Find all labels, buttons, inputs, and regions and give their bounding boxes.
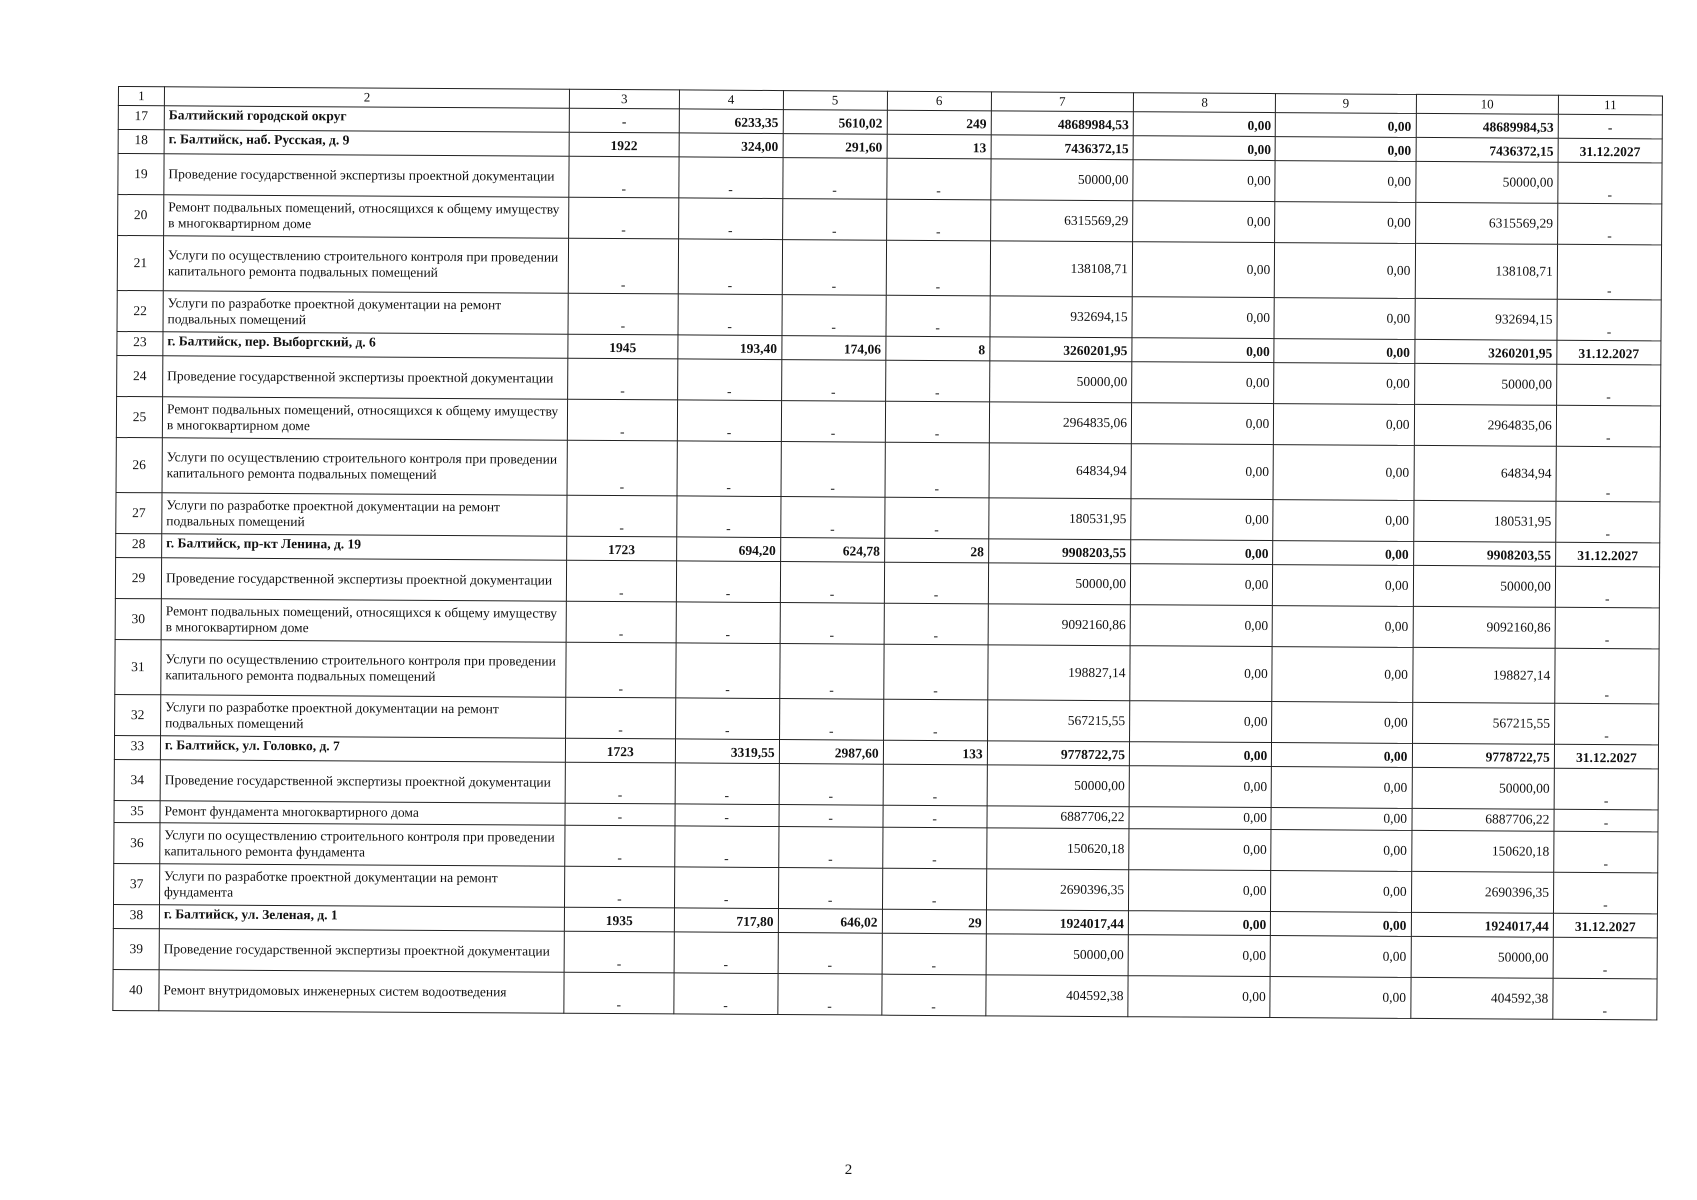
col-5-value: 291,60	[783, 134, 887, 159]
row-number: 35	[114, 800, 160, 822]
col-7-value: 50000,00	[986, 934, 1129, 976]
col-8-value: 0,00	[1128, 911, 1270, 936]
col-11-value: -	[1557, 244, 1661, 300]
col-10-value: 50000,00	[1413, 565, 1556, 607]
col-11-value: -	[1558, 162, 1662, 204]
col-8-value: 0,00	[1132, 362, 1275, 404]
col-6-value: -	[882, 974, 986, 1016]
col-10-value: 9778722,75	[1412, 743, 1554, 768]
col-6-value: -	[883, 805, 987, 828]
col-11-value: 31.12.2027	[1553, 913, 1657, 938]
col-5-value: -	[779, 805, 883, 828]
col-8-value: 0,00	[1129, 766, 1272, 808]
col-8-value: 0,00	[1130, 605, 1273, 647]
col-4-value: -	[678, 198, 782, 240]
col-8-value: 0,00	[1131, 540, 1273, 565]
col-3-value: 1922	[569, 132, 679, 157]
col-4-value: -	[675, 643, 779, 699]
col-8-value: 0,00	[1132, 242, 1275, 298]
col-3-value: -	[568, 293, 678, 335]
col-5-value: 2987,60	[779, 740, 883, 765]
col-4-value: 193,40	[677, 335, 781, 360]
col-4-value: -	[674, 826, 778, 868]
col-9-value: 0,00	[1271, 912, 1411, 937]
col-10-value: 3260201,95	[1414, 339, 1556, 364]
col-4-value: -	[675, 804, 779, 827]
col-5-value: -	[780, 497, 884, 539]
col-7-value: 64834,94	[989, 443, 1132, 499]
col-9-value: 0,00	[1273, 500, 1413, 542]
col-4-value: -	[676, 496, 780, 538]
col-3-value: -	[567, 495, 677, 537]
col-7-value: 50000,00	[989, 361, 1132, 403]
column-header: 7	[991, 92, 1133, 112]
col-4-value: -	[676, 561, 780, 603]
col-9-value: 0,00	[1275, 137, 1415, 162]
col-3-value: 1723	[567, 536, 677, 561]
col-11-value: 31.12.2027	[1557, 340, 1661, 365]
col-5-value: 5610,02	[783, 110, 887, 135]
column-header: 4	[679, 90, 783, 110]
row-number: 29	[115, 557, 161, 598]
col-8-value: 0,00	[1129, 829, 1272, 871]
col-3-value: -	[568, 238, 678, 294]
col-4-value: -	[677, 441, 781, 497]
col-3-value: -	[566, 601, 676, 643]
col-9-value: 0,00	[1276, 113, 1416, 138]
col-8-value: 0,00	[1128, 976, 1271, 1018]
col-9-value: 0,00	[1272, 647, 1412, 703]
row-number: 26	[116, 437, 162, 492]
col-3-value: -	[565, 866, 675, 908]
item-name: Ремонт подвальных помещений, относящихся к общему имуществу в многоквартирном доме	[164, 195, 569, 238]
row-number: 24	[117, 355, 163, 396]
col-7-value: 3260201,95	[990, 337, 1132, 362]
col-6-value: -	[884, 562, 988, 604]
col-4-value: 324,00	[679, 133, 783, 158]
col-10-value: 50000,00	[1414, 363, 1557, 405]
col-11-value: -	[1556, 446, 1660, 502]
col-11-value: 31.12.2027	[1554, 744, 1658, 769]
col-10-value: 1924017,44	[1411, 912, 1553, 937]
col-8-value: 0,00	[1131, 499, 1274, 541]
col-6-value: 8	[886, 336, 990, 361]
item-name: Услуги по разработке проектной документации на ремонт подвальных помещений	[161, 695, 566, 738]
col-6-value: -	[883, 764, 987, 806]
col-11-value: -	[1553, 937, 1657, 979]
col-9-value: 0,00	[1273, 565, 1413, 607]
col-6-value: -	[882, 827, 986, 869]
item-name: г. Балтийск, ул. Головко, д. 7	[160, 736, 565, 762]
col-10-value: 180531,95	[1413, 500, 1556, 542]
col-6-value: -	[885, 360, 989, 402]
col-11-value: -	[1556, 364, 1660, 406]
col-6-value: -	[886, 240, 990, 296]
col-8-value: 0,00	[1130, 564, 1273, 606]
col-8-value: 0,00	[1129, 870, 1272, 912]
document-sheet	[112, 86, 1663, 1020]
row-number: 25	[116, 396, 162, 437]
col-3-value: -	[566, 642, 676, 698]
col-3-value: -	[565, 825, 675, 867]
col-5-value: -	[782, 295, 886, 337]
item-name: Проведение государственной экспертизы проектной документации	[160, 760, 565, 803]
col-3-value: -	[569, 197, 679, 239]
col-4-value: -	[675, 763, 779, 805]
item-name: Ремонт подвальных помещений, относящихся к общему имуществу в многоквартирном доме	[162, 397, 567, 440]
col-5-value: -	[782, 158, 886, 200]
item-name: Услуги по разработке проектной документации на ремонт фундамента	[159, 864, 564, 907]
col-7-value: 50000,00	[991, 159, 1134, 201]
row-number: 28	[116, 533, 162, 557]
col-4-value: -	[673, 973, 777, 1015]
col-11-value: -	[1553, 978, 1657, 1020]
table-row	[115, 639, 1659, 703]
col-6-value: -	[886, 199, 990, 241]
col-6-value: 29	[882, 909, 986, 934]
col-11-value: -	[1557, 299, 1661, 341]
col-7-value: 48689984,53	[991, 111, 1133, 136]
column-header: 3	[570, 89, 680, 109]
item-name: Ремонт фундамента многоквартирного дома	[160, 801, 565, 825]
col-7-value: 7436372,15	[991, 135, 1133, 160]
col-9-value: 0,00	[1270, 936, 1410, 978]
col-10-value: 138108,71	[1415, 243, 1558, 299]
col-6-value: -	[885, 401, 989, 443]
col-5-value: -	[781, 360, 885, 402]
col-7-value: 1924017,44	[986, 910, 1128, 935]
row-number: 19	[118, 154, 164, 195]
col-10-value: 2964835,06	[1414, 404, 1557, 446]
col-6-value: -	[885, 442, 989, 498]
col-9-value: 0,00	[1273, 541, 1413, 566]
row-number: 40	[113, 969, 159, 1010]
item-name: Услуги по осуществлению строительного контроля при проведении капитального ремонта подвальных помещений	[162, 438, 567, 495]
col-9-value: 0,00	[1270, 977, 1410, 1019]
col-4-value: 717,80	[674, 908, 778, 933]
item-name: Ремонт подвальных помещений, относящихся к общему имуществу в многоквартирном доме	[161, 599, 566, 642]
item-name: г. Балтийск, пер. Выборгский, д. 6	[163, 332, 568, 358]
col-10-value: 64834,94	[1414, 445, 1557, 501]
col-5-value: -	[779, 644, 883, 700]
col-5-value: -	[780, 603, 884, 645]
col-11-value: -	[1554, 831, 1658, 873]
col-8-value: 0,00	[1133, 160, 1276, 202]
item-name: г. Балтийск, пр-кт Ленина, д. 19	[162, 534, 567, 560]
col-7-value: 404592,38	[986, 975, 1129, 1017]
col-7-value: 567215,55	[987, 700, 1130, 742]
col-3-value: -	[567, 440, 677, 496]
row-number: 39	[113, 928, 159, 969]
col-11-value: -	[1555, 648, 1659, 704]
item-name: Услуги по осуществлению строительного контроля при проведении капитального ремонта подвальных помещений	[161, 640, 566, 697]
col-9-value: 0,00	[1271, 871, 1411, 913]
col-8-value: 0,00	[1133, 112, 1275, 137]
col-4-value: -	[675, 698, 779, 740]
row-number: 23	[117, 331, 163, 355]
row-number: 32	[115, 694, 161, 735]
col-3-value: 1935	[564, 907, 674, 932]
col-5-value: -	[778, 868, 882, 910]
column-header: 9	[1276, 94, 1416, 114]
col-11-value: 31.12.2027	[1558, 138, 1662, 163]
col-3-value: -	[566, 697, 676, 739]
col-9-value: 0,00	[1273, 445, 1413, 501]
col-6-value: 13	[887, 134, 991, 159]
col-3-value: 1945	[568, 334, 678, 359]
col-6-value: -	[886, 158, 990, 200]
row-number: 17	[118, 106, 164, 130]
item-name: Ремонт внутридомовых инженерных систем водоотведения	[159, 970, 564, 1013]
col-4-value: -	[678, 294, 782, 336]
col-4-value: 6233,35	[679, 109, 783, 134]
col-10-value: 50000,00	[1411, 936, 1554, 978]
col-10-value: 9092160,86	[1413, 606, 1556, 648]
capital-repair-table	[112, 86, 1663, 1020]
item-name: Услуги по осуществлению строительного контроля при проведении капитального ремонта фундамента	[160, 823, 565, 866]
col-10-value: 404592,38	[1410, 977, 1553, 1019]
col-4-value: -	[674, 932, 778, 974]
col-9-value: 0,00	[1275, 243, 1415, 299]
col-8-value: 0,00	[1132, 338, 1274, 363]
col-6-value: 28	[884, 538, 988, 563]
col-10-value: 7436372,15	[1416, 137, 1558, 162]
col-7-value: 9778722,75	[987, 741, 1129, 766]
column-header: 6	[887, 91, 991, 111]
item-name: Услуги по разработке проектной документации на ремонт подвальных помещений	[163, 291, 568, 334]
col-8-value: 0,00	[1132, 297, 1275, 339]
col-6-value: -	[883, 644, 987, 700]
col-5-value: -	[781, 401, 885, 443]
col-7-value: 50000,00	[987, 765, 1130, 807]
col-4-value: -	[678, 239, 782, 295]
col-7-value: 9908203,55	[988, 539, 1130, 564]
column-header: 1	[118, 87, 164, 106]
table-row	[113, 969, 1657, 1019]
row-number: 27	[116, 492, 162, 533]
col-11-value: -	[1555, 566, 1659, 608]
col-7-value: 2690396,35	[986, 869, 1129, 911]
row-number: 38	[113, 904, 159, 928]
col-3-value: -	[565, 803, 675, 826]
col-4-value: -	[676, 602, 780, 644]
col-11-value: -	[1553, 872, 1657, 914]
col-9-value: 0,00	[1272, 606, 1412, 648]
col-5-value: -	[782, 240, 886, 296]
col-3-value: -	[567, 560, 677, 602]
col-10-value: 48689984,53	[1416, 113, 1558, 138]
table-row	[117, 236, 1661, 300]
col-3-value: 1723	[566, 738, 676, 763]
item-name: г. Балтийск, ул. Зеленая, д. 1	[159, 905, 564, 931]
col-11-value: -	[1558, 114, 1662, 139]
col-3-value: -	[565, 762, 675, 804]
col-11-value: -	[1554, 809, 1658, 832]
col-10-value: 567215,55	[1412, 702, 1555, 744]
table-row	[116, 437, 1660, 501]
col-6-value: -	[883, 699, 987, 741]
col-6-value: 133	[883, 740, 987, 765]
col-6-value: -	[884, 603, 988, 645]
col-11-value: -	[1554, 768, 1658, 810]
col-4-value: -	[674, 867, 778, 909]
col-8-value: 0,00	[1133, 136, 1275, 161]
row-number: 30	[115, 598, 161, 639]
col-8-value: 0,00	[1129, 807, 1271, 830]
item-name: Проведение государственной экспертизы проектной документации	[164, 154, 569, 197]
column-header: 11	[1558, 95, 1662, 115]
col-7-value: 2964835,06	[989, 402, 1132, 444]
item-name: Услуги по разработке проектной документации на ремонт подвальных помещений	[162, 493, 567, 536]
col-9-value: 0,00	[1272, 702, 1412, 744]
col-8-value: 0,00	[1131, 403, 1274, 445]
col-3-value: -	[567, 399, 677, 441]
row-number: 22	[117, 290, 163, 331]
col-9-value: 0,00	[1275, 202, 1415, 244]
col-6-value: -	[882, 933, 986, 975]
col-11-value: -	[1555, 607, 1659, 649]
col-7-value: 50000,00	[988, 563, 1131, 605]
page-number: 2	[844, 1162, 853, 1178]
col-4-value: 694,20	[676, 537, 780, 562]
col-8-value: 0,00	[1128, 935, 1271, 977]
col-9-value: 0,00	[1275, 161, 1415, 203]
col-5-value: 624,78	[780, 538, 884, 563]
col-7-value: 180531,95	[988, 498, 1131, 540]
col-11-value: 31.12.2027	[1555, 542, 1659, 567]
col-11-value: -	[1557, 203, 1661, 245]
col-10-value: 9908203,55	[1413, 541, 1555, 566]
col-8-value: 0,00	[1130, 646, 1273, 702]
col-6-value: 249	[887, 110, 991, 135]
col-7-value: 150620,18	[986, 828, 1129, 870]
col-10-value: 50000,00	[1412, 767, 1555, 809]
col-5-value: 646,02	[778, 909, 882, 934]
col-3-value: -	[568, 358, 678, 400]
column-header: 2	[164, 87, 569, 108]
col-9-value: 0,00	[1274, 363, 1414, 405]
row-number: 33	[114, 735, 160, 759]
row-number: 18	[118, 130, 164, 154]
col-7-value: 932694,15	[990, 296, 1133, 338]
col-10-value: 6315569,29	[1415, 202, 1558, 244]
column-header: 8	[1133, 93, 1275, 113]
col-9-value: 0,00	[1274, 339, 1414, 364]
col-9-value: 0,00	[1272, 743, 1412, 768]
row-number: 34	[114, 759, 160, 800]
col-3-value: -	[569, 108, 679, 133]
col-3-value: -	[569, 156, 679, 198]
col-9-value: 0,00	[1271, 767, 1411, 809]
col-6-value: -	[886, 295, 990, 337]
col-3-value: -	[564, 972, 674, 1014]
col-7-value: 6315569,29	[990, 200, 1133, 242]
col-5-value: -	[779, 764, 883, 806]
col-4-value: -	[677, 400, 781, 442]
col-5-value: 174,06	[781, 336, 885, 361]
col-10-value: 6887706,22	[1412, 808, 1554, 831]
column-header: 10	[1416, 94, 1558, 114]
col-7-value: 198827,14	[987, 645, 1130, 701]
item-name: Проведение государственной экспертизы проектной документации	[163, 356, 568, 399]
col-4-value: -	[677, 359, 781, 401]
col-9-value: 0,00	[1274, 404, 1414, 446]
col-8-value: 0,00	[1133, 201, 1276, 243]
col-6-value: -	[884, 497, 988, 539]
col-4-value: 3319,55	[675, 739, 779, 764]
item-name: г. Балтийск, наб. Русская, д. 9	[164, 130, 569, 156]
col-9-value: 0,00	[1271, 808, 1411, 831]
col-5-value: -	[780, 562, 884, 604]
col-7-value: 6887706,22	[987, 806, 1129, 829]
col-8-value: 0,00	[1130, 701, 1273, 743]
col-9-value: 0,00	[1271, 830, 1411, 872]
item-name: Проведение государственной экспертизы проектной документации	[159, 929, 564, 972]
col-5-value: -	[777, 974, 881, 1016]
col-10-value: 50000,00	[1415, 161, 1558, 203]
row-number: 37	[114, 863, 160, 904]
col-7-value: 138108,71	[990, 241, 1133, 297]
item-name: Услуги по осуществлению строительного контроля при проведении капитального ремонта подвальных помещений	[163, 236, 568, 293]
col-5-value: -	[782, 199, 886, 241]
col-10-value: 932694,15	[1415, 298, 1558, 340]
col-10-value: 2690396,35	[1411, 871, 1554, 913]
col-11-value: -	[1556, 405, 1660, 447]
col-5-value: -	[781, 442, 885, 498]
col-10-value: 198827,14	[1412, 647, 1555, 703]
col-8-value: 0,00	[1129, 742, 1271, 767]
row-number: 20	[118, 195, 164, 236]
col-11-value: -	[1556, 501, 1660, 543]
col-5-value: -	[779, 699, 883, 741]
col-3-value: -	[564, 931, 674, 973]
col-5-value: -	[778, 827, 882, 869]
col-7-value: 9092160,86	[988, 604, 1131, 646]
item-name: Балтийский городской округ	[164, 106, 569, 132]
col-9-value: 0,00	[1274, 298, 1414, 340]
row-number: 31	[115, 639, 161, 694]
item-name: Проведение государственной экспертизы проектной документации	[161, 558, 566, 601]
column-header: 5	[783, 91, 887, 111]
col-10-value: 150620,18	[1411, 830, 1554, 872]
row-number: 36	[114, 822, 160, 863]
col-4-value: -	[678, 157, 782, 199]
col-6-value: -	[882, 868, 986, 910]
col-8-value: 0,00	[1131, 444, 1274, 500]
col-11-value: -	[1554, 703, 1658, 745]
row-number: 21	[117, 236, 163, 291]
table-body	[113, 106, 1662, 1020]
col-5-value: -	[778, 933, 882, 975]
